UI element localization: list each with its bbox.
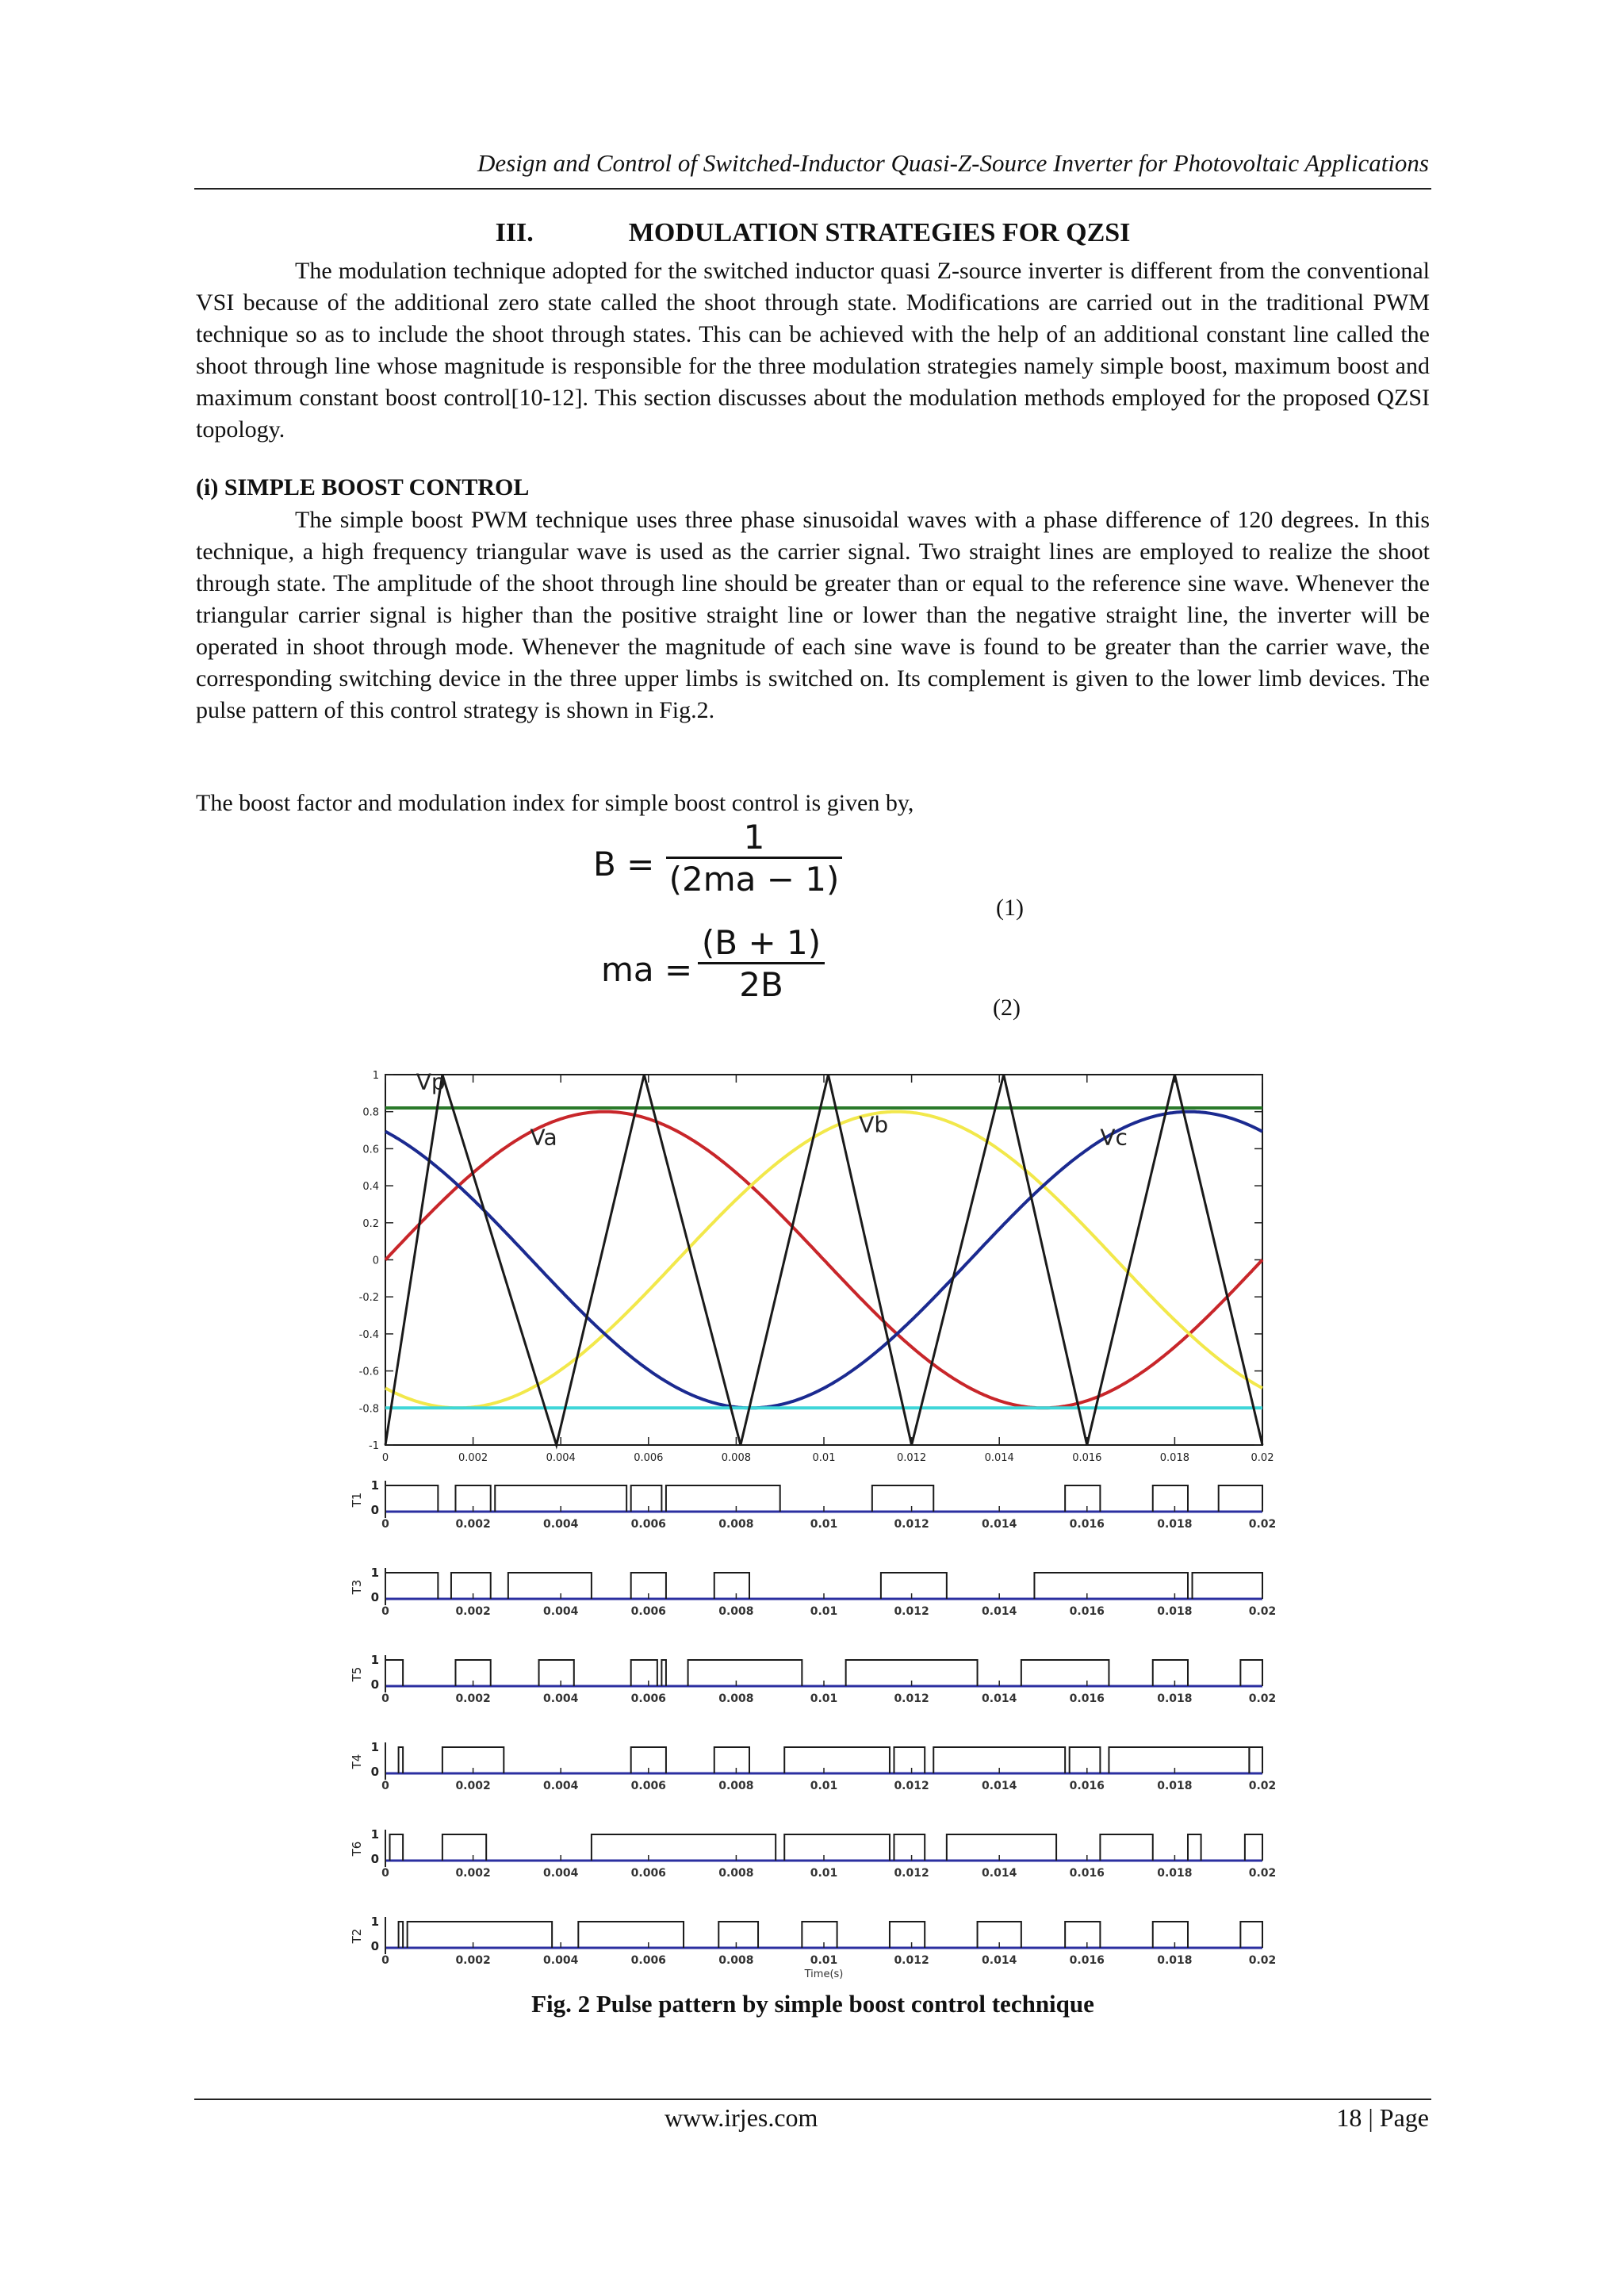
- y-tick-label: 0: [372, 1255, 379, 1267]
- y-tick-label: -0.4: [358, 1328, 379, 1341]
- x-tick-label: 0.002: [455, 1692, 491, 1705]
- x-tick-label: 0.014: [982, 1780, 1017, 1792]
- equation-1-denominator: (2ma − 1): [668, 860, 840, 899]
- x-tick-label: 0.018: [1157, 1867, 1193, 1880]
- x-tick-label: 0.01: [810, 1954, 838, 1967]
- x-tick-label: 0.02: [1251, 1452, 1274, 1464]
- pulse: [881, 1573, 947, 1599]
- equation-2-number: (2): [993, 995, 1021, 1021]
- x-tick-label: 0.02: [1248, 1954, 1277, 1967]
- x-tick-label: 0.016: [1069, 1605, 1105, 1618]
- pulse-row-label: T3: [350, 1579, 364, 1595]
- x-tick-label: 0.02: [1248, 1692, 1277, 1705]
- x-tick-label: 0.006: [630, 1954, 666, 1967]
- pulse-row-t6: [350, 1827, 1276, 1880]
- x-tick-label: 0.006: [630, 1605, 666, 1618]
- x-tick-label: 0.016: [1072, 1452, 1102, 1464]
- footer-rule: [194, 2099, 1431, 2100]
- footer-url: www.irjes.com: [665, 2103, 818, 2132]
- x-tick-label: 0.016: [1069, 1867, 1105, 1880]
- pulse: [1193, 1573, 1262, 1599]
- pulse-row-t4: [350, 1740, 1276, 1792]
- x-tick-label: 0.01: [810, 1605, 838, 1618]
- y-tick-label: 0.8: [362, 1106, 379, 1119]
- x-tick-label: 0.014: [982, 1954, 1017, 1967]
- x-tick-label: 0.008: [718, 1780, 754, 1792]
- pulse: [631, 1485, 662, 1512]
- pulse: [894, 1834, 925, 1861]
- x-tick-label: 0.004: [543, 1692, 579, 1705]
- x-tick-label: 0.014: [982, 1692, 1017, 1705]
- x-tick-label: 0.008: [718, 1692, 754, 1705]
- pulse-row-label: T2: [350, 1928, 364, 1944]
- pulse-row-t2: [350, 1915, 1276, 1967]
- y-tick-label: -0.2: [358, 1292, 379, 1305]
- pulse: [688, 1660, 802, 1686]
- x-tick-label: 0.004: [543, 1867, 579, 1880]
- x-tick-label: 0.012: [894, 1954, 929, 1967]
- x-tick-label: 0.016: [1069, 1518, 1105, 1531]
- x-tick-label: 0.004: [543, 1954, 579, 1967]
- x-tick-label: 0.004: [546, 1452, 576, 1464]
- x-tick-label: 0.014: [982, 1605, 1017, 1618]
- pulse: [1188, 1834, 1201, 1861]
- x-tick-label: 0.006: [630, 1692, 666, 1705]
- x-tick-label: 0.012: [894, 1605, 929, 1618]
- x-tick-label: 0.002: [455, 1518, 491, 1531]
- x-tick-label: 0.002: [458, 1452, 488, 1464]
- pulse: [1021, 1660, 1109, 1686]
- x-tick-label: 0.006: [630, 1867, 666, 1880]
- x-axis-label: Time(s): [804, 1968, 844, 1980]
- x-tick-label: 0.01: [810, 1692, 838, 1705]
- pulse: [1100, 1834, 1152, 1861]
- pulse: [451, 1573, 491, 1599]
- y-tick-label: -0.6: [358, 1366, 379, 1378]
- annotation-vc: Vc: [1100, 1124, 1128, 1151]
- pulse: [718, 1922, 758, 1948]
- x-tick-label: 0: [381, 1452, 389, 1464]
- x-tick-label: 0.006: [630, 1518, 666, 1531]
- pulse: [1109, 1747, 1249, 1773]
- x-tick-label: 0.008: [721, 1452, 752, 1464]
- y-tick-label: 1: [372, 1070, 379, 1082]
- pulse: [1153, 1922, 1188, 1948]
- pulse: [947, 1834, 1056, 1861]
- x-tick-label: 0.002: [455, 1780, 491, 1792]
- y-tick-label: 0: [370, 1677, 379, 1692]
- boost-intro-text: The boost factor and modulation index for simple boost control is given by,: [196, 790, 914, 816]
- pulse: [1070, 1747, 1101, 1773]
- x-tick-label: 0.018: [1157, 1605, 1193, 1618]
- x-tick-label: 0.002: [455, 1954, 491, 1967]
- pulse: [1153, 1660, 1188, 1686]
- footer-page-number: 18 | Page: [1336, 2103, 1429, 2132]
- pulse: [385, 1485, 438, 1512]
- pulse: [399, 1747, 404, 1773]
- x-tick-label: 0.018: [1157, 1780, 1193, 1792]
- x-tick-label: 0.002: [455, 1867, 491, 1880]
- pulse: [714, 1747, 749, 1773]
- equation-2-denominator: 2B: [739, 965, 783, 1004]
- pulse-row-label: T5: [350, 1666, 364, 1682]
- equation-1-number: (1): [996, 895, 1024, 921]
- y-tick-label: 1: [370, 1915, 379, 1929]
- running-header: Design and Control of Switched-Inductor Quasi-Z-Source Inverter for Photovoltaic Applications: [477, 149, 1429, 177]
- y-tick-label: 1: [370, 1827, 379, 1842]
- x-tick-label: 0.012: [894, 1518, 929, 1531]
- pulse: [385, 1660, 403, 1686]
- x-tick-label: 0.01: [810, 1780, 838, 1792]
- pulse-row-label: T1: [350, 1492, 364, 1508]
- reference-carrier-plot: [359, 1069, 1274, 1464]
- pulse: [592, 1834, 776, 1861]
- x-tick-label: 0.018: [1159, 1452, 1190, 1464]
- pulse: [1240, 1660, 1262, 1686]
- x-tick-label: 0.016: [1069, 1692, 1105, 1705]
- simple-boost-text: The simple boost PWM technique uses three phase sinusoidal waves with a phase difference of 120 degrees. In this technique, a high frequency triangular wave is used as the carrier signal. Two straight lines are employed to realize the shoot through state. The amplitude of the shoot through line should be greater than or equal to the reference sine wave. Whenever the triangular carrier signal is higher than the positive straight line or lower than the negative straight line, the inverter will be operated in shoot through mode. Whenever the magnitude of each sine wave is found to be greater than the carrier wave, the corresponding switching device in the three upper limbs is switched on. Its complement is given to the lower limb devices. The pulse pattern of this control strategy is shown in Fig.2.: [196, 507, 1430, 723]
- x-tick-label: 0: [381, 1867, 389, 1880]
- y-tick-label: 1: [370, 1653, 379, 1667]
- x-tick-label: 0.002: [455, 1605, 491, 1618]
- x-tick-label: 0.01: [812, 1452, 836, 1464]
- x-tick-label: 0.012: [894, 1867, 929, 1880]
- pulse: [784, 1747, 890, 1773]
- x-tick-label: 0.004: [543, 1518, 579, 1531]
- x-tick-label: 0.012: [896, 1452, 927, 1464]
- equation-1-lhs: B =: [593, 845, 655, 884]
- x-tick-label: 0.014: [982, 1867, 1017, 1880]
- x-tick-label: 0.018: [1157, 1692, 1193, 1705]
- pulse: [784, 1834, 890, 1861]
- y-tick-label: -1: [369, 1440, 379, 1452]
- y-tick-label: 0.2: [362, 1217, 379, 1230]
- y-tick-label: 1: [370, 1740, 379, 1754]
- pulse: [802, 1922, 837, 1948]
- annotation-vb: Vb: [859, 1111, 889, 1138]
- pulse-row-label: T6: [350, 1841, 364, 1857]
- equation-2-lhs: ma =: [601, 950, 693, 989]
- y-tick-label: 1: [370, 1478, 379, 1493]
- pulse-row-label: T4: [350, 1754, 364, 1769]
- pulse: [442, 1834, 486, 1861]
- y-tick-label: 0: [370, 1590, 379, 1604]
- x-tick-label: 0: [381, 1518, 389, 1531]
- x-tick-label: 0: [381, 1780, 389, 1792]
- x-tick-label: 0.02: [1248, 1867, 1277, 1880]
- x-tick-label: 0.008: [718, 1605, 754, 1618]
- x-tick-label: 0: [381, 1692, 389, 1705]
- pulse: [1065, 1922, 1100, 1948]
- pulse: [508, 1573, 592, 1599]
- x-tick-label: 0.004: [543, 1605, 579, 1618]
- y-tick-label: 0: [370, 1503, 379, 1517]
- pulse-row-t5: [350, 1653, 1276, 1705]
- pulse: [661, 1660, 666, 1686]
- x-tick-label: 0.016: [1069, 1954, 1105, 1967]
- x-tick-label: 0.006: [634, 1452, 664, 1464]
- y-tick-label: 1: [370, 1566, 379, 1580]
- section-title: MODULATION STRATEGIES FOR QZSI: [628, 218, 1131, 247]
- x-tick-label: 0.01: [810, 1518, 838, 1531]
- pulse: [1240, 1922, 1262, 1948]
- pulse: [1065, 1485, 1100, 1512]
- x-tick-label: 0.008: [718, 1518, 754, 1531]
- x-tick-label: 0.018: [1157, 1954, 1193, 1967]
- y-tick-label: 0: [370, 1852, 379, 1866]
- x-tick-label: 0.016: [1069, 1780, 1105, 1792]
- section-number: III.: [495, 218, 534, 247]
- y-tick-label: -0.8: [358, 1403, 379, 1416]
- x-tick-label: 0.014: [984, 1452, 1014, 1464]
- x-tick-label: 0.018: [1157, 1518, 1193, 1531]
- equation-1-numerator: 1: [743, 818, 765, 857]
- x-tick-label: 0.02: [1248, 1605, 1277, 1618]
- y-tick-label: 0: [370, 1765, 379, 1779]
- pulse: [631, 1660, 657, 1686]
- pulse: [666, 1485, 780, 1512]
- pulse: [1245, 1834, 1262, 1861]
- y-tick-label: 0.6: [362, 1144, 379, 1156]
- x-tick-label: 0.008: [718, 1954, 754, 1967]
- x-tick-label: 0: [381, 1954, 389, 1967]
- pulse: [1034, 1573, 1188, 1599]
- figure-caption: Fig. 2 Pulse pattern by simple boost control technique: [531, 1990, 1094, 2018]
- pulse: [894, 1747, 925, 1773]
- equation-2-numerator: (B + 1): [701, 923, 822, 962]
- x-tick-label: 0.01: [810, 1867, 838, 1880]
- pulse-row-t3: [350, 1566, 1276, 1618]
- x-tick-label: 0.02: [1248, 1518, 1277, 1531]
- x-tick-label: 0.014: [982, 1518, 1017, 1531]
- x-tick-label: 0.02: [1248, 1780, 1277, 1792]
- pulse: [539, 1660, 574, 1686]
- x-tick-label: 0.006: [630, 1780, 666, 1792]
- pulse-row-t1: [350, 1478, 1276, 1531]
- intro-text: The modulation technique adopted for the switched inductor quasi Z-source inverter is different from the conventional VSI because of the additional zero state called the shoot through state. Modifications are carried out in the traditional PWM technique so as to include the shoot through states. This can be achieved with the help of an additional constant line called the shoot through line whose magnitude is responsible for the three modulation strategies namely simple boost, maximum boost and maximum constant boost control[10-12]. This section discusses about the modulation methods employed for the proposed QZSI topology.: [196, 258, 1430, 443]
- annotation-va: Va: [530, 1124, 557, 1151]
- pulse: [1153, 1485, 1188, 1512]
- pulse: [872, 1485, 933, 1512]
- x-tick-label: 0.004: [543, 1780, 579, 1792]
- pulse: [578, 1922, 684, 1948]
- pulse: [714, 1573, 749, 1599]
- x-tick-label: 0.012: [894, 1692, 929, 1705]
- x-tick-label: 0.008: [718, 1867, 754, 1880]
- y-tick-label: 0: [370, 1939, 379, 1953]
- y-tick-label: 0.4: [362, 1181, 379, 1194]
- subsection-heading: (i) SIMPLE BOOST CONTROL: [196, 474, 530, 500]
- x-tick-label: 0: [381, 1605, 389, 1618]
- pulse: [390, 1834, 404, 1861]
- pulse: [1219, 1485, 1262, 1512]
- pulse: [1249, 1747, 1262, 1773]
- pulse: [890, 1922, 925, 1948]
- annotation-vp: Vp: [416, 1068, 446, 1095]
- pulse-pattern-plots: [350, 1478, 1276, 1980]
- pulse: [408, 1922, 552, 1948]
- pulse: [385, 1573, 438, 1599]
- x-tick-label: 0.012: [894, 1780, 929, 1792]
- pulse: [399, 1922, 404, 1948]
